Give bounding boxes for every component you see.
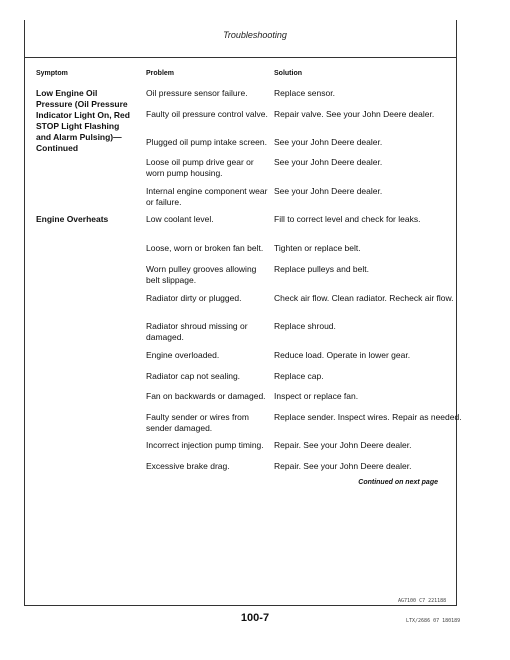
frame-right-top bbox=[456, 20, 457, 57]
frame-left-top bbox=[24, 20, 25, 57]
solution-cell: Check air flow. Clean radiator. Recheck air flow. bbox=[274, 293, 454, 303]
problem-cell: Engine overloaded. bbox=[146, 350, 220, 360]
solution-cell: Repair. See your John Deere dealer. bbox=[274, 461, 412, 471]
solution-cell: Fill to correct level and check for leaks. bbox=[274, 214, 421, 224]
problem-cell: Radiator shroud missing or damaged. bbox=[146, 321, 248, 342]
header-title: Troubleshooting bbox=[223, 30, 287, 40]
solution-cell: Inspect or replace fan. bbox=[274, 391, 359, 401]
solution-cell: Repair valve. See your John Deere dealer. bbox=[274, 109, 435, 119]
solution-cell: Tighten or replace belt. bbox=[274, 243, 361, 253]
frame-left-body bbox=[24, 57, 25, 605]
problem-cell: Fan on backwards or damaged. bbox=[146, 391, 266, 401]
problem-cell: Loose, worn or broken fan belt. bbox=[146, 243, 264, 253]
footer-code-right: AG7100 C7 221188 bbox=[398, 598, 447, 604]
solution-cell: Replace shroud. bbox=[274, 321, 336, 331]
frame-bottom-rule bbox=[24, 605, 457, 606]
page-number: 100-7 bbox=[240, 612, 270, 624]
solution-cell: Replace sensor. bbox=[274, 88, 335, 98]
solution-cell: Replace cap. bbox=[274, 371, 324, 381]
problem-cell: Faulty sender or wires from sender damaged. bbox=[146, 412, 249, 433]
solution-cell: See your John Deere dealer. bbox=[274, 157, 383, 167]
solution-cell: See your John Deere dealer. bbox=[274, 186, 383, 196]
problem-cell: Incorrect injection pump timing. bbox=[146, 440, 264, 450]
problem-cell: Excessive brake drag. bbox=[146, 461, 230, 471]
problem-cell: Radiator dirty or plugged. bbox=[146, 293, 242, 303]
problem-cell: Internal engine component wear or failure. bbox=[146, 186, 268, 207]
solution-cell: Replace pulleys and belt. bbox=[274, 264, 369, 274]
solution-cell: Repair. See your John Deere dealer. bbox=[274, 440, 412, 450]
problem-cell: Radiator cap not sealing. bbox=[146, 371, 241, 381]
problem-cell: Loose oil pump drive gear or worn pump housing. bbox=[146, 157, 254, 178]
frame-top-rule bbox=[24, 57, 457, 58]
column-header-solution: Solution bbox=[274, 70, 302, 77]
footer-code-bottom: LTX/2686 07 180189 bbox=[406, 618, 461, 624]
problem-cell: Faulty oil pressure control valve. bbox=[146, 109, 268, 119]
column-header-symptom: Symptom bbox=[36, 70, 68, 77]
solution-cell: Replace sender. Inspect wires. Repair as needed. bbox=[274, 412, 462, 422]
solution-cell: Reduce load. Operate in lower gear. bbox=[274, 350, 411, 360]
problem-cell: Worn pulley grooves allowing belt slippage. bbox=[146, 264, 257, 285]
column-header-problem: Problem bbox=[146, 70, 175, 77]
symptom-engine-overheats: Engine Overheats bbox=[36, 214, 109, 224]
problem-cell: Low coolant level. bbox=[146, 214, 214, 224]
symptom-low-oil-pressure: Low Engine Oil Pressure (Oil Pressure Indicator Light On, Red STOP Light Flashing and Alarm Pulsing)—Continued bbox=[36, 88, 130, 153]
problem-cell: Oil pressure sensor failure. bbox=[146, 88, 248, 98]
problem-cell: Plugged oil pump intake screen. bbox=[146, 137, 267, 147]
solution-cell: See your John Deere dealer. bbox=[274, 137, 383, 147]
continued-note: Continued on next page bbox=[358, 479, 438, 486]
